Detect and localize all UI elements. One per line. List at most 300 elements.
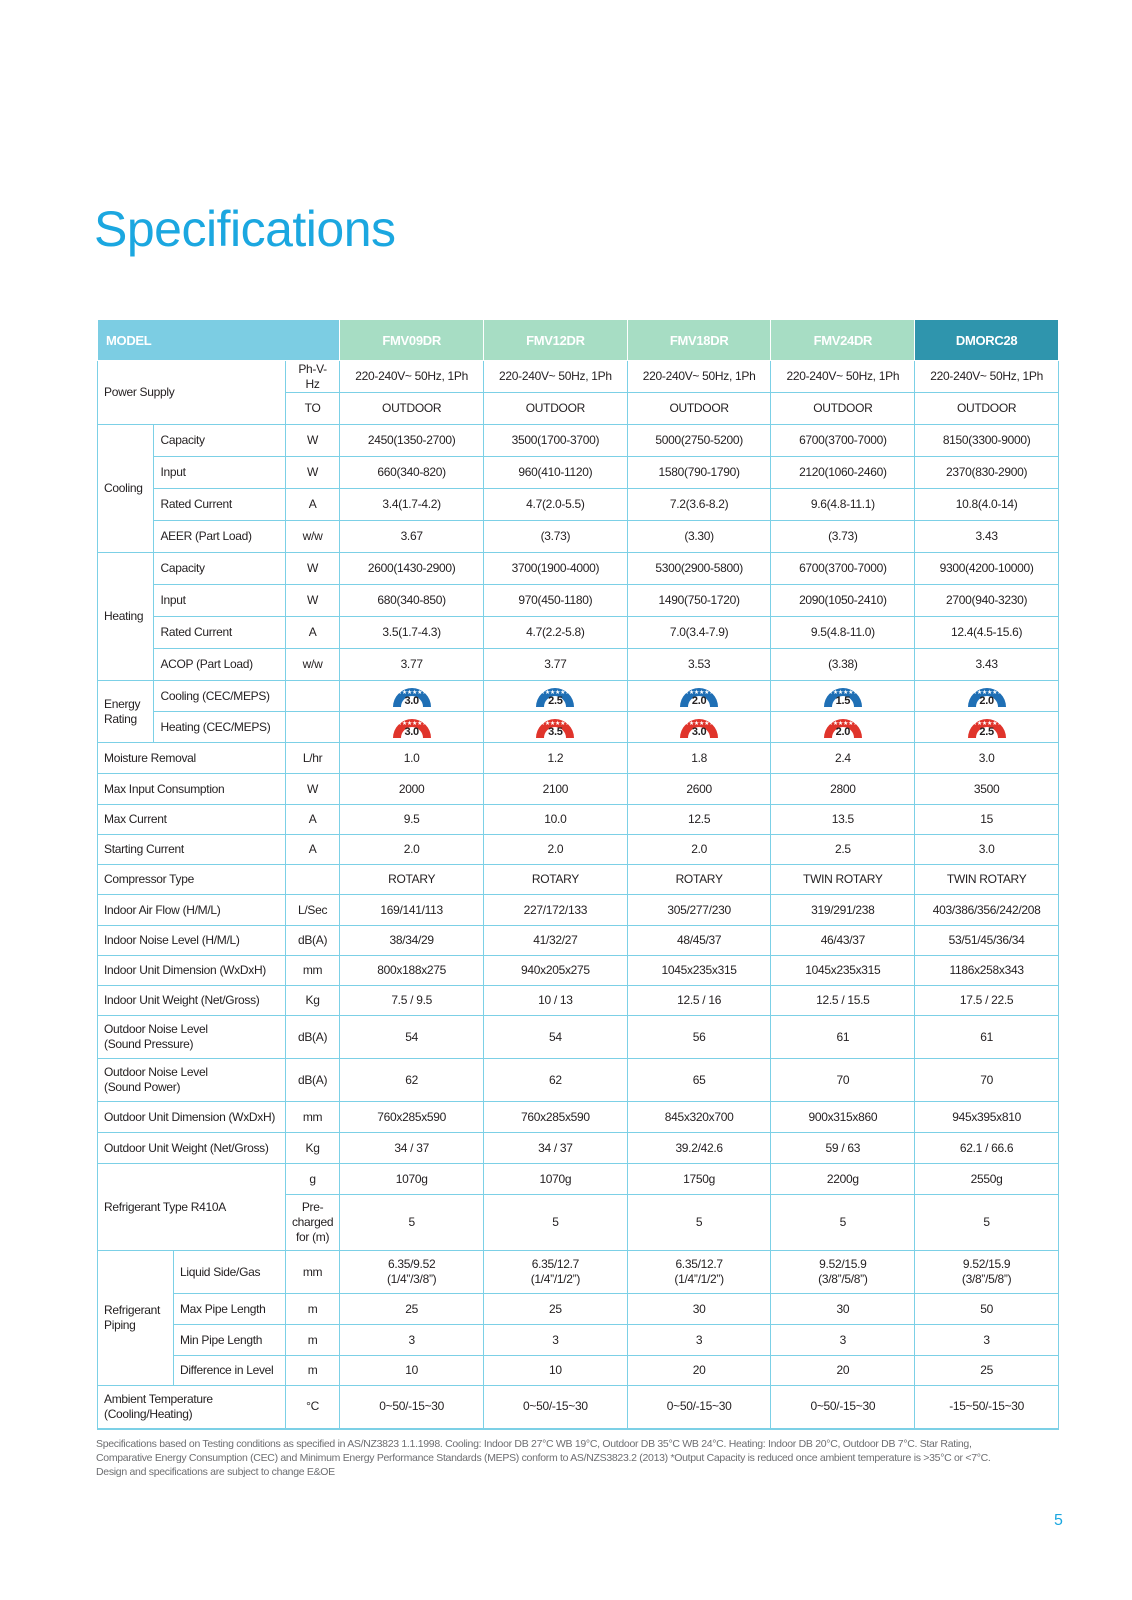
cell-line2: (3/8”/5/8”) — [961, 1272, 1012, 1286]
table-cell: 62 — [340, 1059, 484, 1102]
table-cell: 3.0 — [915, 835, 1059, 865]
cooling-star-rating-badge — [821, 683, 865, 709]
table-cell: (3.73) — [484, 521, 628, 553]
row-label-line1: Outdoor Noise Level — [104, 1065, 208, 1079]
table-cell: 1.8 — [627, 743, 771, 774]
heating-star-rating-badge — [965, 714, 1009, 740]
svg-text:★★★★★★: ★★★★★★ — [540, 720, 571, 727]
heating-star-rating-badge — [677, 714, 721, 740]
table-cell: (3.38) — [771, 649, 915, 681]
table-cell: 3.43 — [915, 521, 1059, 553]
row-label: Min Pipe Length — [173, 1325, 285, 1356]
table-cell: 62 — [484, 1059, 628, 1102]
table-cell: 70 — [915, 1059, 1059, 1102]
row-label: Rated Current — [154, 489, 285, 521]
row-unit: dB(A) — [285, 1016, 339, 1059]
table-cell: 1070g — [340, 1164, 484, 1195]
table-cell: 61 — [915, 1016, 1059, 1059]
table-cell: 1.2 — [484, 743, 628, 774]
table-cell: 220-240V~ 50Hz, 1Ph — [627, 361, 771, 393]
row-label — [98, 1386, 286, 1429]
row-label-line2: (Sound Power) — [104, 1080, 181, 1094]
cooling-star-rating-value: 3.0 — [404, 695, 419, 707]
row-unit: °C — [285, 1386, 339, 1429]
table-cell: 3700(1900-4000) — [484, 553, 628, 585]
table-cell: 10 — [340, 1356, 484, 1386]
svg-text:★★★★★★: ★★★★★★ — [683, 720, 715, 727]
table-cell: 3.4(1.7-4.2) — [340, 489, 484, 521]
table-row — [98, 1102, 1059, 1133]
row-unit: A — [285, 805, 339, 835]
svg-text:★★★★★★: ★★★★★★ — [396, 720, 427, 727]
row-unit — [285, 681, 339, 712]
table-cell: 30 — [627, 1294, 771, 1325]
table-cell: 220-240V~ 50Hz, 1Ph — [484, 361, 628, 393]
table-cell: 3.0 — [915, 743, 1059, 774]
table-row — [98, 956, 1059, 986]
table-cell: 12.5 / 16 — [627, 986, 771, 1016]
cooling-star-rating-badge — [677, 683, 721, 709]
table-cell: 59 / 63 — [771, 1133, 915, 1164]
table-cell: 54 — [340, 1016, 484, 1059]
table-cell: 20 — [771, 1356, 915, 1386]
row-label-line2: (Sound Pressure) — [104, 1037, 194, 1051]
row-label — [98, 1059, 286, 1102]
group-label-cooling: Cooling — [98, 425, 154, 553]
table-cell — [340, 1251, 484, 1294]
row-label: Max Current — [98, 805, 286, 835]
row-label: Starting Current — [98, 835, 286, 865]
table-cell: 845x320x700 — [627, 1102, 771, 1133]
unit-line1: Pre- — [301, 1200, 324, 1214]
heating-star-rating-value: 3.0 — [691, 726, 707, 738]
table-cell — [915, 681, 1059, 712]
row-label: Capacity — [154, 425, 285, 457]
table-cell: 6700(3700-7000) — [771, 425, 915, 457]
row-label: Refrigerant Type R410A — [98, 1164, 286, 1251]
cell-line1: 9.52/15.9 — [962, 1257, 1011, 1271]
table-header-row — [98, 320, 1059, 361]
footnote-line3: Design and specifications are subject to change E&OE — [96, 1466, 335, 1478]
table-cell: 61 — [771, 1016, 915, 1059]
group-label-refrigerant-piping — [98, 1251, 174, 1386]
table-cell: 2370(830-2900) — [915, 457, 1059, 489]
table-row — [98, 649, 1059, 681]
table-cell: OUTDOOR — [340, 393, 484, 425]
table-cell: 5 — [771, 1195, 915, 1251]
table-cell: (3.73) — [771, 521, 915, 553]
table-cell: 900x315x860 — [771, 1102, 915, 1133]
svg-text:★★★★★★: ★★★★★★ — [827, 720, 859, 727]
row-label-line2: (Cooling/Heating) — [104, 1406, 193, 1421]
table-cell: 2.4 — [771, 743, 915, 774]
table-cell: 3.53 — [627, 649, 771, 681]
cell-line1: 6.35/12.7 — [531, 1257, 580, 1271]
row-unit: Ph-V-Hz — [285, 361, 339, 393]
table-cell: 2100 — [484, 774, 628, 805]
table-cell: 1070g — [484, 1164, 628, 1195]
cooling-star-rating-value: 2.0 — [979, 695, 994, 707]
table-row — [98, 1164, 1059, 1195]
row-label: Outdoor Unit Weight (Net/Gross) — [98, 1133, 286, 1164]
heating-star-rating-badge — [821, 714, 865, 740]
table-cell: OUTDOOR — [484, 393, 628, 425]
table-row — [98, 865, 1059, 895]
table-cell: 760x285x590 — [484, 1102, 628, 1133]
table-cell: 960(410-1120) — [484, 457, 628, 489]
table-row — [98, 1386, 1059, 1429]
cooling-star-rating-value: 2.5 — [548, 695, 563, 707]
svg-text:★★★★★★: ★★★★★★ — [683, 689, 715, 696]
row-unit: W — [285, 585, 339, 617]
row-label: Max Input Consumption — [98, 774, 286, 805]
row-label: Power Supply — [98, 361, 286, 425]
model-column-header: DMORC28 — [915, 320, 1059, 361]
cell-line2: (3/8”/5/8”) — [818, 1272, 868, 1286]
table-cell: 3.77 — [484, 649, 628, 681]
cell-line1: 9.52/15.9 — [819, 1257, 867, 1271]
row-label: Indoor Unit Dimension (WxDxH) — [98, 956, 286, 986]
svg-text:★★★★★★: ★★★★★★ — [971, 720, 1002, 727]
table-cell: 2200g — [771, 1164, 915, 1195]
group-label-energy-rating — [98, 681, 154, 743]
table-cell: 5300(2900-5800) — [627, 553, 771, 585]
table-cell: 39.2/42.6 — [627, 1133, 771, 1164]
table-cell: 62.1 / 66.6 — [915, 1133, 1059, 1164]
row-unit: dB(A) — [285, 1059, 339, 1102]
cooling-star-rating-value: 1.5 — [835, 695, 851, 707]
table-cell: 41/32/27 — [484, 926, 628, 956]
table-cell: 34 / 37 — [340, 1133, 484, 1164]
table-cell: 65 — [627, 1059, 771, 1102]
unit-line2: charged — [291, 1215, 334, 1229]
row-unit: W — [285, 553, 339, 585]
table-cell — [771, 712, 915, 743]
table-cell — [340, 681, 484, 712]
table-cell: 7.2(3.6-8.2) — [627, 489, 771, 521]
table-row — [98, 553, 1059, 585]
table-cell — [484, 1251, 628, 1294]
table-cell: 1045x235x315 — [627, 956, 771, 986]
table-row — [98, 425, 1059, 457]
row-unit: A — [285, 489, 339, 521]
heating-star-rating-value: 2.5 — [979, 726, 994, 738]
table-cell: 319/291/238 — [771, 895, 915, 926]
table-row — [98, 1325, 1059, 1356]
cooling-star-rating-badge — [965, 683, 1009, 709]
table-cell: 3 — [915, 1325, 1059, 1356]
table-cell: 2.0 — [627, 835, 771, 865]
cooling-star-rating-badge — [533, 683, 577, 709]
table-cell: 2600 — [627, 774, 771, 805]
table-cell: 5000(2750-5200) — [627, 425, 771, 457]
table-cell: 12.5 — [627, 805, 771, 835]
heating-star-rating-value: 3.5 — [548, 726, 563, 738]
row-unit: w/w — [285, 521, 339, 553]
table-cell: 13.5 — [771, 805, 915, 835]
table-cell: 15 — [915, 805, 1059, 835]
energy-rating-label-line1: Energy — [104, 696, 141, 711]
row-unit: Kg — [285, 1133, 339, 1164]
table-row — [98, 1133, 1059, 1164]
row-unit: m — [285, 1294, 339, 1325]
table-cell: 1580(790-1790) — [627, 457, 771, 489]
footnote — [96, 1437, 996, 1479]
table-cell: 1045x235x315 — [771, 956, 915, 986]
table-cell: (3.30) — [627, 521, 771, 553]
table-cell: 3 — [771, 1325, 915, 1356]
cooling-star-rating-value: 2.0 — [691, 695, 707, 707]
table-cell: 3 — [484, 1325, 628, 1356]
table-cell: 680(340-850) — [340, 585, 484, 617]
footnote-line2: Comparative Energy Consumption (CEC) and Minimum Energy Performance Standards (MEPS) conform to AS/NZS3823.2 (2013) *Output Capacity is reduced once ambient temperature is >35°C or <7°C. — [96, 1452, 991, 1464]
table-cell — [340, 712, 484, 743]
table-row — [98, 805, 1059, 835]
row-unit: w/w — [285, 649, 339, 681]
table-cell: 2.0 — [340, 835, 484, 865]
table-cell: 17.5 / 22.5 — [915, 986, 1059, 1016]
table-cell — [627, 681, 771, 712]
table-cell: -15~50/-15~30 — [915, 1386, 1059, 1429]
model-header: MODEL — [98, 320, 340, 361]
table-row — [98, 1059, 1059, 1102]
table-cell: 3.5(1.7-4.3) — [340, 617, 484, 649]
table-cell: 5 — [915, 1195, 1059, 1251]
table-cell: ROTARY — [340, 865, 484, 895]
table-cell: 1490(750-1720) — [627, 585, 771, 617]
table-cell: 10.8(4.0-14) — [915, 489, 1059, 521]
table-cell: 2.0 — [484, 835, 628, 865]
model-column-header: FMV24DR — [771, 320, 915, 361]
row-unit: A — [285, 617, 339, 649]
table-row — [98, 774, 1059, 805]
row-label: Liquid Side/Gas — [173, 1251, 285, 1294]
table-row — [98, 489, 1059, 521]
table-cell: 34 / 37 — [484, 1133, 628, 1164]
model-column-header: FMV09DR — [340, 320, 484, 361]
table-cell: 7.5 / 9.5 — [340, 986, 484, 1016]
svg-text:★★★★★★: ★★★★★★ — [971, 689, 1002, 696]
table-row — [98, 617, 1059, 649]
table-cell: 945x395x810 — [915, 1102, 1059, 1133]
table-row — [98, 1016, 1059, 1059]
table-cell: 3.43 — [915, 649, 1059, 681]
table-cell: OUTDOOR — [627, 393, 771, 425]
cell-line1: 6.35/12.7 — [675, 1257, 723, 1271]
table-cell: ROTARY — [627, 865, 771, 895]
row-label: AEER (Part Load) — [154, 521, 285, 553]
row-label: Heating (CEC/MEPS) — [154, 712, 285, 743]
cell-line2: (1/4”/3/8”) — [386, 1272, 437, 1286]
table-cell: 25 — [340, 1294, 484, 1325]
table-cell: OUTDOOR — [915, 393, 1059, 425]
table-cell: 940x205x275 — [484, 956, 628, 986]
model-column-header: FMV12DR — [484, 320, 628, 361]
model-column-header: FMV18DR — [627, 320, 771, 361]
row-label: Outdoor Unit Dimension (WxDxH) — [98, 1102, 286, 1133]
table-cell: 1750g — [627, 1164, 771, 1195]
group-label-heating: Heating — [98, 553, 154, 681]
table-cell: 3.67 — [340, 521, 484, 553]
footnote-line1: Specifications based on Testing conditions as specified in AS/NZ3823 1.1.1998. Cooling: Indoor DB 27°C WB 19°C, Outdoor DB 35°C WB 24°C. Heating: Indoor DB 20°C, Outdoor DB 7°C. Star Rating, — [96, 1438, 972, 1450]
row-unit: g — [285, 1164, 339, 1195]
row-unit: TO — [285, 393, 339, 425]
table-cell: 12.5 / 15.5 — [771, 986, 915, 1016]
table-cell: 3500 — [915, 774, 1059, 805]
row-unit: W — [285, 774, 339, 805]
table-cell: 3 — [627, 1325, 771, 1356]
table-cell: 4.7(2.0-5.5) — [484, 489, 628, 521]
table-cell: 9.6(4.8-11.1) — [771, 489, 915, 521]
table-cell: 10 / 13 — [484, 986, 628, 1016]
table-cell: 0~50/-15~30 — [771, 1386, 915, 1429]
table-row — [98, 986, 1059, 1016]
table-cell: 2600(1430-2900) — [340, 553, 484, 585]
row-label: Moisture Removal — [98, 743, 286, 774]
table-cell: 20 — [627, 1356, 771, 1386]
table-cell: 50 — [915, 1294, 1059, 1325]
row-unit: L/Sec — [285, 895, 339, 926]
table-cell — [771, 1251, 915, 1294]
table-cell: 54 — [484, 1016, 628, 1059]
energy-rating-label-line2: Rating — [104, 711, 137, 726]
table-cell — [627, 1251, 771, 1294]
table-cell: 5 — [627, 1195, 771, 1251]
heating-star-rating-value: 2.0 — [835, 726, 851, 738]
row-label: Capacity — [154, 553, 285, 585]
table-cell: 9300(4200-10000) — [915, 553, 1059, 585]
table-row — [98, 926, 1059, 956]
table-cell: TWIN ROTARY — [771, 865, 915, 895]
table-cell: 2.5 — [771, 835, 915, 865]
table-cell: 4.7(2.2-5.8) — [484, 617, 628, 649]
table-row — [98, 1251, 1059, 1294]
table-cell: 46/43/37 — [771, 926, 915, 956]
table-cell: 3.77 — [340, 649, 484, 681]
cell-line2: (1/4”/1/2”) — [530, 1272, 581, 1286]
table-cell: 9.5 — [340, 805, 484, 835]
row-label: Indoor Noise Level (H/M/L) — [98, 926, 286, 956]
table-cell: 2800 — [771, 774, 915, 805]
table-cell: TWIN ROTARY — [915, 865, 1059, 895]
table-cell: 220-240V~ 50Hz, 1Ph — [771, 361, 915, 393]
table-row — [98, 1294, 1059, 1325]
table-cell — [627, 712, 771, 743]
table-cell: 305/277/230 — [627, 895, 771, 926]
table-cell: 660(340-820) — [340, 457, 484, 489]
table-row — [98, 585, 1059, 617]
table-row — [98, 361, 1059, 393]
row-unit: Kg — [285, 986, 339, 1016]
row-unit — [285, 1195, 339, 1251]
row-label: Rated Current — [154, 617, 285, 649]
page-number: 5 — [1054, 1512, 1063, 1529]
row-unit: mm — [285, 1251, 339, 1294]
table-cell: 56 — [627, 1016, 771, 1059]
table-cell: 5 — [484, 1195, 628, 1251]
table-row — [98, 681, 1059, 712]
svg-text:★★★★★★: ★★★★★★ — [827, 689, 859, 696]
table-cell: 53/51/45/36/34 — [915, 926, 1059, 956]
table-cell: 25 — [484, 1294, 628, 1325]
row-unit: m — [285, 1356, 339, 1386]
table-cell: 3500(1700-3700) — [484, 425, 628, 457]
table-cell: 220-240V~ 50Hz, 1Ph — [915, 361, 1059, 393]
row-label-line1: Ambient Temperature — [104, 1391, 213, 1406]
table-row — [98, 743, 1059, 774]
row-unit: W — [285, 425, 339, 457]
table-cell: 2120(1060-2460) — [771, 457, 915, 489]
row-label: Indoor Air Flow (H/M/L) — [98, 895, 286, 926]
cooling-star-rating-badge — [390, 683, 434, 709]
table-cell — [484, 681, 628, 712]
table-cell — [915, 712, 1059, 743]
row-unit: W — [285, 457, 339, 489]
heating-star-rating-badge — [390, 714, 434, 740]
table-cell: 9.5(4.8-11.0) — [771, 617, 915, 649]
row-unit: mm — [285, 956, 339, 986]
table-cell: 70 — [771, 1059, 915, 1102]
svg-text:★★★★★★: ★★★★★★ — [540, 689, 571, 696]
table-cell: 760x285x590 — [340, 1102, 484, 1133]
table-cell: 0~50/-15~30 — [484, 1386, 628, 1429]
table-row — [98, 895, 1059, 926]
table-cell: 38/34/29 — [340, 926, 484, 956]
row-label: Cooling (CEC/MEPS) — [154, 681, 285, 712]
page-title: Specifications — [94, 201, 396, 257]
table-cell: 403/386/356/242/208 — [915, 895, 1059, 926]
row-unit: A — [285, 835, 339, 865]
table-cell — [771, 681, 915, 712]
row-unit: dB(A) — [285, 926, 339, 956]
specifications-table — [97, 319, 1059, 1430]
cell-line2: (1/4”/1/2”) — [674, 1272, 724, 1286]
row-unit: mm — [285, 1102, 339, 1133]
table-cell: OUTDOOR — [771, 393, 915, 425]
table-cell: 169/141/113 — [340, 895, 484, 926]
row-unit: L/hr — [285, 743, 339, 774]
table-cell: 3 — [340, 1325, 484, 1356]
table-cell: 6700(3700-7000) — [771, 553, 915, 585]
table-cell: 30 — [771, 1294, 915, 1325]
table-row — [98, 521, 1059, 553]
table-cell: 2700(940-3230) — [915, 585, 1059, 617]
table-row — [98, 457, 1059, 489]
row-label: Compressor Type — [98, 865, 286, 895]
row-label: Difference in Level — [173, 1356, 285, 1386]
row-unit — [285, 712, 339, 743]
table-row — [98, 712, 1059, 743]
piping-label-line1: Refrigerant — [104, 1303, 161, 1317]
table-cell: 0~50/-15~30 — [627, 1386, 771, 1429]
table-cell: 48/45/37 — [627, 926, 771, 956]
table-cell: 1.0 — [340, 743, 484, 774]
svg-text:★★★★★★: ★★★★★★ — [396, 689, 427, 696]
table-cell: 800x188x275 — [340, 956, 484, 986]
unit-line3: for (m) — [295, 1230, 330, 1244]
table-cell: 2000 — [340, 774, 484, 805]
table-cell: 220-240V~ 50Hz, 1Ph — [340, 361, 484, 393]
cell-line1: 6.35/9.52 — [387, 1257, 436, 1271]
table-cell: ROTARY — [484, 865, 628, 895]
table-cell: 8150(3300-9000) — [915, 425, 1059, 457]
row-unit: m — [285, 1325, 339, 1356]
row-label: ACOP (Part Load) — [154, 649, 285, 681]
table-cell: 2550g — [915, 1164, 1059, 1195]
table-cell: 25 — [915, 1356, 1059, 1386]
table-cell: 10 — [484, 1356, 628, 1386]
table-cell: 227/172/133 — [484, 895, 628, 926]
